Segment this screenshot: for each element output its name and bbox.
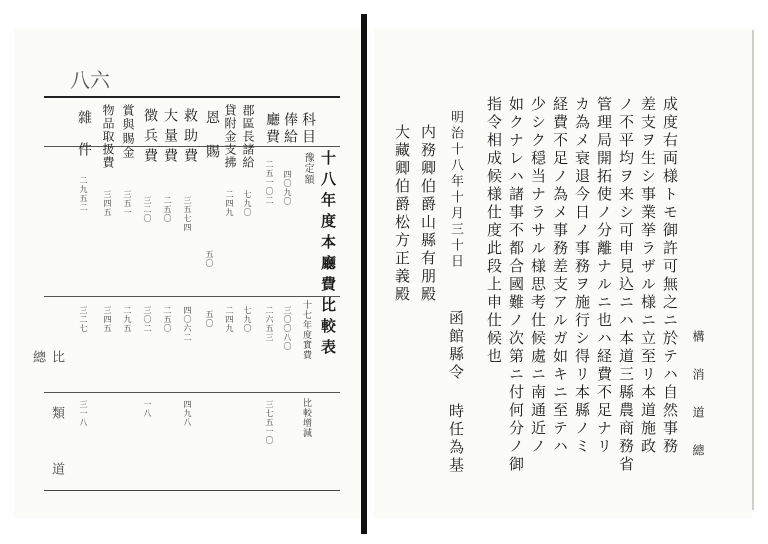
row-label: 大量費 (162, 108, 178, 168)
row-label: 徴兵費 (142, 108, 158, 168)
row-label: 貸附金支拂 (223, 104, 237, 169)
diff-value: 四九八 (183, 400, 192, 427)
page-edge (752, 30, 754, 510)
letter-sender: 函館縣令 時任為基 (447, 310, 465, 475)
budget-value: 七九〇 (243, 190, 252, 217)
prev-value: 二五〇 (163, 306, 172, 333)
margin-edge-text: 比 類 道 總 (30, 350, 64, 489)
letter-line: 差支ヲ生シ事業挙ラザル様ニ立至リ本道施政 (639, 96, 657, 456)
row-label: 科目 (300, 112, 316, 146)
row-label: 物品取扱費 (101, 104, 115, 169)
margin-tab-marks: 構 消 道 總 (691, 330, 705, 462)
letter-line: 指令相成候様仕度此段上申仕候也 (485, 96, 503, 366)
table-divider (44, 392, 340, 393)
prev-year-header: 十七年度實費 (301, 300, 311, 360)
letter-recipient: 内務卿伯爵山縣有朋殿 (419, 124, 437, 304)
prev-value: 三四五 (103, 306, 112, 333)
diff-header: 比較增減 (301, 398, 311, 438)
prev-value: 三〇二 (143, 306, 152, 333)
budget-value: 二九五二 (79, 176, 88, 212)
table-divider (44, 296, 340, 297)
row-label: 恩賜 (204, 110, 220, 178)
letter-line: 管理局開拓使ノ分離ナルニ也ハ経費不足ナリ (595, 96, 613, 456)
budget-header: 豫定額 (302, 152, 313, 185)
letter-line: 成度右両様トモ御許可無之ニ於テハ自然事務 (661, 96, 679, 456)
row-label: 雜件 (76, 110, 92, 174)
prev-value: 三〇〇八〇 (283, 306, 292, 351)
letter-line: ノ不平均ヲ来シ可申見込ニハ本道三縣農商務省 (617, 96, 635, 474)
budget-value: 二五一〇二 (265, 160, 274, 205)
prev-value: 三二七 (79, 306, 88, 333)
prev-value: 二四九 (225, 306, 234, 333)
page-number: 八六 (70, 68, 110, 92)
table-title: 十八年度本廳費比較表 (319, 150, 337, 360)
diff-value: 三七五一〇 (265, 400, 274, 445)
budget-value: 三二〇 (143, 196, 152, 223)
letter-line: 経費不足ノ為メ事務差支アルガ如キニ至テハ (551, 96, 569, 456)
row-label: 賞與賜金 (121, 104, 135, 160)
budget-value: 五〇 (205, 250, 214, 268)
book-gutter (361, 14, 367, 534)
row-label: 郡區長諸給 (241, 104, 255, 169)
letter-date: 明治十八年十月三十日 (448, 110, 463, 270)
letter-line: 少シク穏当ナラサル様思考仕候處ニ南通近ノ (529, 96, 547, 456)
letter-recipient: 大藏卿伯爵松方正義殿 (393, 124, 411, 304)
budget-value: 二四九 (225, 190, 234, 217)
letter-line: 如クナレハ諸事不都合國難ノ次第ニ付何分ノ御 (507, 96, 525, 474)
budget-value: 四〇九〇 (283, 170, 292, 206)
diff-value: 一八 (143, 400, 152, 418)
row-label: 俸給 (282, 112, 298, 146)
budget-value: 二五〇 (163, 196, 172, 223)
diff-value: 三一八 (79, 400, 88, 427)
budget-value: 三五七四 (183, 196, 192, 232)
prev-value: 二六五三 (265, 306, 274, 342)
prev-value: 二九五 (123, 306, 132, 333)
row-label: 救助費 (182, 108, 198, 168)
prev-value: 七九〇 (243, 306, 252, 333)
budget-value: 三四五 (103, 190, 112, 217)
letter-line: カ為メ衰退今日ノ事務ヲ施行シ得リ本縣ノミ (573, 96, 591, 456)
budget-value: 三五一 (123, 190, 132, 217)
prev-value: 五〇 (205, 310, 214, 328)
prev-value: 四〇六二 (183, 306, 192, 342)
row-label: 廳費 (264, 112, 280, 146)
